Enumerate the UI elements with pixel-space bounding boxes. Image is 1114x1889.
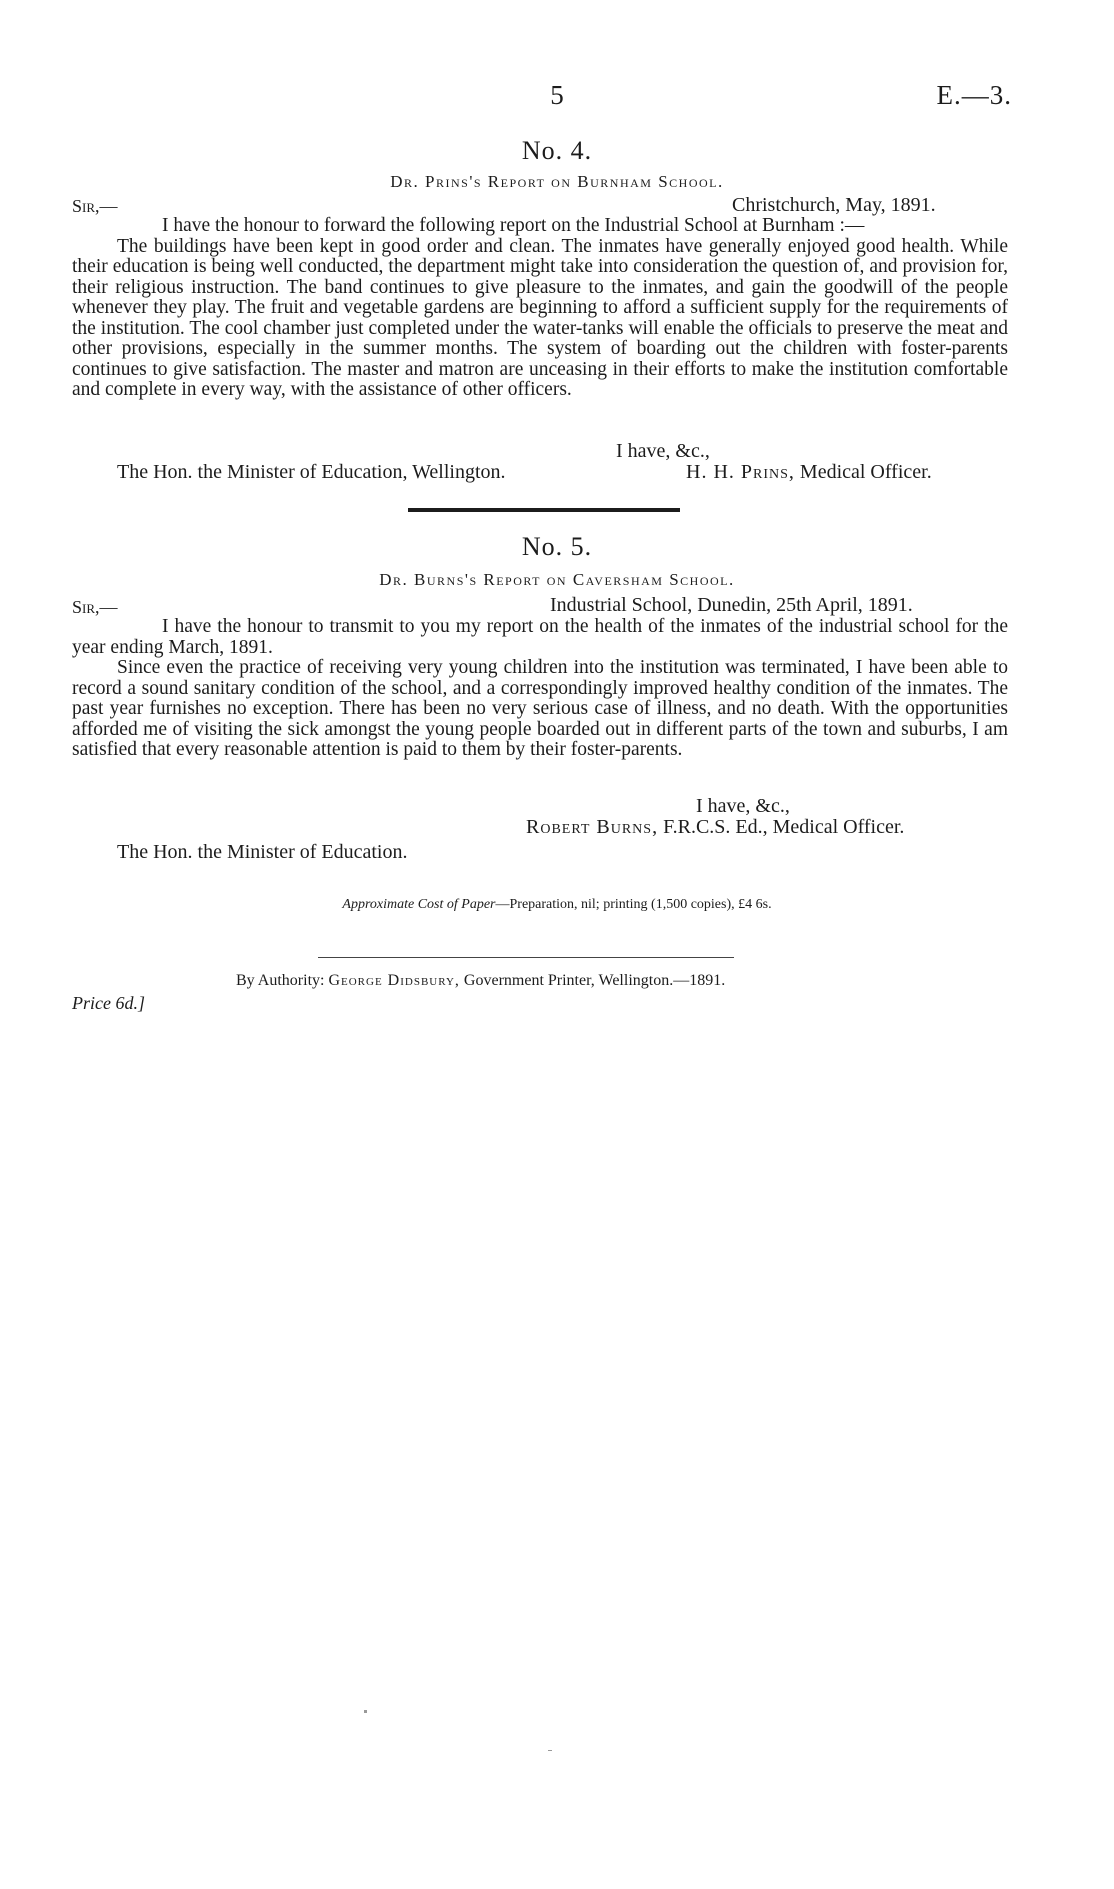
cost-label: Approximate Cost of Paper xyxy=(342,897,496,912)
document-reference: E.—3. xyxy=(936,80,1012,110)
report-5-number: No. 5. xyxy=(521,532,593,561)
report-5-title: Dr. Burns's Report on Caversham School. xyxy=(379,570,735,589)
report-4-salutation: Sir,— xyxy=(72,196,118,216)
page-number: 5 xyxy=(550,80,564,110)
report-5-signature xyxy=(526,816,904,839)
report-4-signature-name: H. H. Prins, xyxy=(686,461,795,483)
printer-authority xyxy=(236,972,725,990)
authority-suffix: Government Printer, Wellington.—1891. xyxy=(463,972,726,989)
report-4-number: No. 4. xyxy=(521,136,593,165)
report-4-title: Dr. Prins's Report on Burnham School. xyxy=(390,172,724,191)
footer-rule xyxy=(318,957,734,958)
report-5-paragraph: Since even the practice of receiving very young children into the institution was terminated, I have been able to record a sound sanitary condition of the school, and a correspondingly improved healthy condition of the inmates. The past year furnishes no exception. There has been no very serious case of illness, and no death. With the opportunities afforded me of visiting the sick amongst the young people boarded out in different parts of the town and suburbs, I am satisfied that every reasonable attention is paid to them by their foster-parents. xyxy=(72,657,1008,760)
report-4-addressee: The Hon. the Minister of Education, Wellington. xyxy=(117,461,506,483)
price-note: Price 6d.] xyxy=(72,993,145,1013)
cost-detail: —Preparation, nil; printing (1,500 copies), £4 6s. xyxy=(495,897,772,912)
report-5-signature-name: Robert Burns, xyxy=(526,816,659,838)
report-4-paragraph: I have the honour to forward the following report on the Industrial School at Burnham :— xyxy=(162,215,865,236)
report-5-addressee: The Hon. the Minister of Education. xyxy=(117,841,408,863)
report-4-closing: I have, &c., xyxy=(616,440,710,462)
report-4-signature-title: Medical Officer. xyxy=(799,461,932,483)
report-5-signature-title: F.R.C.S. Ed., Medical Officer. xyxy=(663,816,905,838)
report-4-body xyxy=(72,216,1008,401)
report-4-paragraph: The buildings have been kept in good order and clean. The inmates have generally enjoyed good health. While their education is being well conducted, the department might take into consideration the question of, and provision for, their religious instruction. The band continues to give pleasure to the inmates, and gain the goodwill of the people whenever they play. The fruit and vegetable gardens are beginning to afford a sufficient supply for the requirements of the institution. The cool chamber just completed under the water-tanks will enable the officials to preserve the meat and other provisions, especially in the summer months. The system of boarding out the children with foster-parents continues to give satisfaction. The master and matron are unceasing in their efforts to make the institution comfortable and complete in every way, with the assistance of other officers. xyxy=(72,235,1008,400)
report-4-dateline: Christchurch, May, 1891. xyxy=(732,194,936,216)
printer-name: George Didsbury, xyxy=(328,972,460,989)
scan-speck xyxy=(364,1710,367,1713)
section-divider xyxy=(408,508,680,512)
cost-of-paper-note xyxy=(0,897,1114,913)
report-5-closing: I have, &c., xyxy=(696,795,790,817)
report-5-salutation: Sir,— xyxy=(72,597,118,617)
report-5-body xyxy=(72,617,1008,761)
report-4-signature xyxy=(686,461,932,484)
report-5-dateline: Industrial School, Dunedin, 25th April, 1891. xyxy=(550,594,913,616)
report-5-paragraph: I have the honour to transmit to you my report on the health of the inmates of the industrial school for the year ending March, 1891. xyxy=(72,616,1008,658)
scan-speck xyxy=(548,1750,552,1751)
authority-prefix: By Authority: xyxy=(236,972,325,989)
